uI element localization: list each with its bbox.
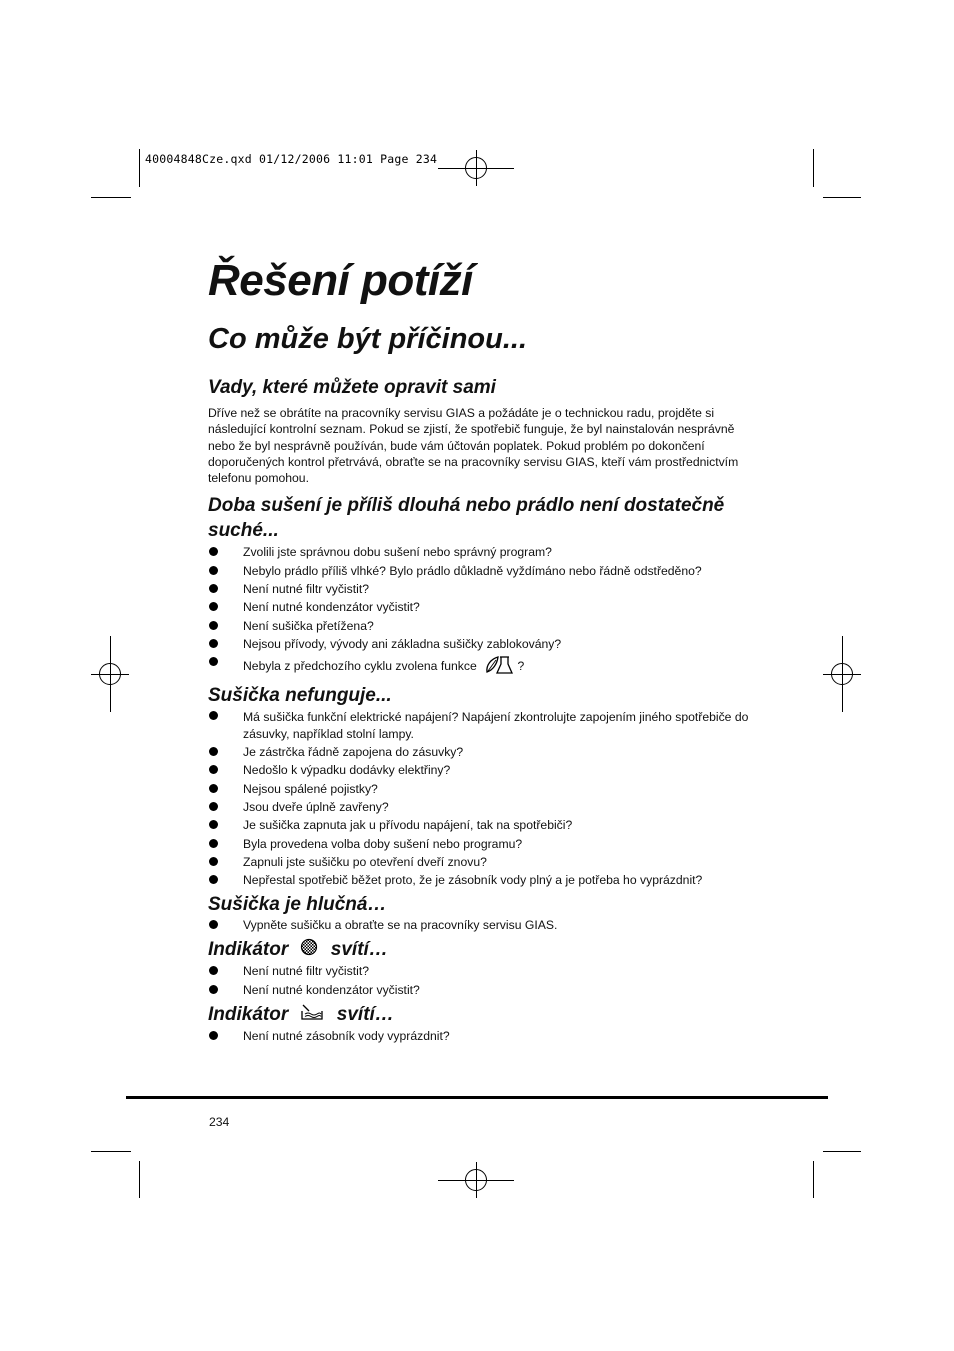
registration-circle-right <box>831 663 853 685</box>
crop-mark <box>139 149 140 187</box>
registration-circle-left <box>99 663 121 685</box>
bullet-icon <box>209 966 218 975</box>
bullet-icon <box>209 802 218 811</box>
list-item: Zvolili jste správnou dobu sušení nebo správný program? <box>208 545 758 560</box>
bullet-icon <box>209 985 218 994</box>
bullet-icon <box>209 765 218 774</box>
list-item: Je zástrčka řádně zapojena do zásuvky? <box>208 745 758 760</box>
bullet-icon <box>209 747 218 756</box>
list-nefunguje <box>208 709 758 888</box>
list-item: Není nutné zásobník vody vyprázdnit? <box>208 1029 758 1044</box>
bullet-icon <box>209 711 218 720</box>
bullet-icon <box>209 920 218 929</box>
crop-mark <box>813 149 814 187</box>
list-item: Není nutné kondenzátor vyčistit? <box>208 600 758 615</box>
footer-rule <box>126 1096 828 1099</box>
list-item: Nebylo prádlo příliš vlhké? Bylo prádlo důkladně vyždímáno nebo řádně odstředěno? <box>208 564 758 579</box>
page-content <box>208 250 758 1047</box>
page-title: Řešení potíží <box>208 256 473 305</box>
bullet-icon <box>209 566 218 575</box>
bullet-icon <box>209 639 218 648</box>
section-heading-hlucna: Sušička je hlučná… <box>208 894 387 916</box>
bullet-icon <box>209 1031 218 1040</box>
list-item: Není nutné kondenzátor vyčistit? <box>208 983 758 998</box>
list-item: Vypněte sušičku a obraťte se na pracovníky servisu GIAS. <box>208 918 758 933</box>
section-heading-water-indicator: Indikátor svítí… <box>208 1003 394 1025</box>
bullet-icon <box>209 857 218 866</box>
list-water <box>208 1029 758 1044</box>
bullet-icon <box>209 584 218 593</box>
easy-iron-flask-icon <box>484 655 514 679</box>
crop-mark <box>823 1151 861 1152</box>
list-item: Nejsou přívody, vývody ani základna sušičky zablokovány? <box>208 637 758 652</box>
list-item: Nejsou spálené pojistky? <box>208 782 758 797</box>
registration-circle-top <box>465 157 487 179</box>
list-item: Není sušička přetížena? <box>208 619 758 634</box>
bullet-icon <box>209 602 218 611</box>
list-item: Zapnuli jste sušičku po otevření dveří znovu? <box>208 855 758 870</box>
crop-mark <box>139 1161 140 1198</box>
list-hlucna <box>208 918 758 933</box>
bullet-icon <box>209 820 218 829</box>
intro-paragraph: Dříve než se obrátíte na pracovníky servisu GIAS a požádáte je o technickou radu, projděte si následující kontrolní seznam. Pokud se zjistí, že spotřebič funguje, že byl nainstalován nesprávně nebo že byl nesprávně používán, bude vám účtován poplatek. Pokud problém po dokončení doporučených kontrol přetrvává, obraťte se na pracovníky servisu GIAS, kteří vám prostřednictvím telefonu pomohou. <box>208 406 739 486</box>
list-item: Má sušička funkční elektrické napájení? Napájení zkontrolujte zapojením jiného spotřebiče do zásuvky, například stolní lampy. <box>208 709 758 742</box>
list-filter <box>208 964 758 997</box>
list-item: Nedošlo k výpadku dodávky elektřiny? <box>208 763 758 778</box>
bullet-icon <box>209 547 218 556</box>
list-item: Byla provedena volba doby sušení nebo programu? <box>208 837 758 852</box>
list-item: Není nutné filtr vyčistit? <box>208 582 758 597</box>
water-container-indicator-icon <box>300 1003 324 1027</box>
bullet-icon <box>209 875 218 884</box>
page-number: 234 <box>209 1115 230 1129</box>
page-subtitle: Co může být příčinou... <box>208 323 528 355</box>
list-item: Není nutné filtr vyčistit? <box>208 964 758 979</box>
list-item: Nepřestal spotřebič běžet proto, že je zásobník vody plný a je potřeba ho vyprázdnit? <box>208 873 758 888</box>
bullet-icon <box>209 657 218 666</box>
section-heading-filter-indicator: Indikátor svítí… <box>208 939 388 961</box>
section-heading-vady: Vady, které můžete opravit sami <box>208 377 496 398</box>
bullet-icon <box>209 839 218 848</box>
bullet-icon <box>209 784 218 793</box>
list-item: Je sušička zapnuta jak u přívodu napájení, tak na spotřebiči? <box>208 818 758 833</box>
crop-mark <box>91 1151 131 1152</box>
bullet-icon <box>209 621 218 630</box>
registration-circle-bottom <box>465 1169 487 1191</box>
list-doba <box>208 545 758 679</box>
section-heading-doba: Doba sušení je příliš dlouhá nebo prádlo není dostatečně suché... <box>208 495 725 541</box>
list-item: Jsou dveře úplně zavřeny? <box>208 800 758 815</box>
section-heading-nefunguje: Sušička nefunguje... <box>208 685 392 707</box>
crop-mark <box>823 197 861 198</box>
crop-mark <box>813 1161 814 1198</box>
filter-indicator-icon <box>300 938 318 962</box>
list-item: Nebyla z předchozího cyklu zvolena funkce ? <box>208 655 758 679</box>
print-slug: 40004848Cze.qxd 01/12/2006 11:01 Page 234 <box>145 152 438 166</box>
crop-mark <box>91 197 131 198</box>
